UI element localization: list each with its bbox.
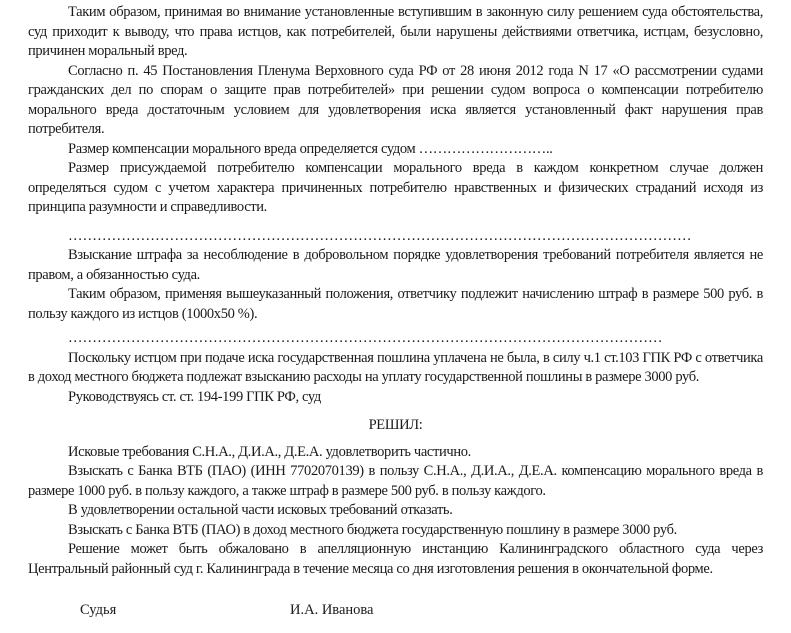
decision-paragraph: Взыскать с Банка ВТБ (ПАО) в доход местного бюджета государственную пошлину в размере 3000 руб. <box>68 521 677 538</box>
paragraph: Согласно п. 45 Постановления Пленума Верховного суда РФ от 28 июня 2012 года N 17 «О рассмотрении судами гражданских дел по спорам о защите прав потребителей» при решении судом вопроса о компенсации потребителю морального вреда достаточным условием для удовлетворения иска является установленный факт нарушения прав потребителя. <box>28 62 763 137</box>
judge-name: И.А. Иванова <box>290 602 374 618</box>
decision-paragraph: Решение может быть обжаловано в апелляционную инстанцию Калининградского областного суда через Центральный районный суд г. Калининграда в течение месяца со дня изготовления решения в окончательной форме. <box>28 541 763 577</box>
paragraph: Таким образом, принимая во внимание установленные вступившим в законную силу решением суда обстоятельства, суд приходит к выводу, что права истцов, как потребителей, были нарушены действиями ответчика, истцам, безусловно, причинен моральный вред. <box>28 4 763 59</box>
paragraph: Руководствуясь ст. ст. 194-199 ГПК РФ, суд <box>68 388 321 405</box>
paragraph: Таким образом, применяя вышеуказанный положения, ответчику подлежит начислению штраф в размере 500 руб. в пользу каждого из истцов (1000х50 %). <box>28 286 763 322</box>
omission-ellipsis: …………………………………………………………………………………………………………… <box>68 330 663 346</box>
court-decision-document <box>28 0 763 579</box>
decision-paragraph: Исковые требования С.Н.А., Д.И.А., Д.Е.А. удовлетворить частично. <box>68 443 471 460</box>
paragraph: Взыскание штрафа за несоблюдение в добровольном порядке удовлетворения требований потребителя является не правом, а обязанностью суда. <box>28 247 763 283</box>
omission-ellipsis: ………………………………………………………………………………………………………………… <box>68 227 692 244</box>
decision-heading: РЕШИЛ: <box>368 417 423 433</box>
paragraph: Размер присуждаемой потребителю компенсации морального вреда в каждом конкретном случае должен определяться судом с учетом характера причиненных потребителю нравственных и физических страданий исходя из принципа разумности и справедливости. <box>28 160 763 215</box>
decision-paragraph: Взыскать с Банка ВТБ (ПАО) (ИНН 7702070139) в пользу С.Н.А., Д.И.А., Д.Е.А. компенсацию морального вреда в размере 1000 руб. в пользу каждого, а также штраф в размере 500 руб. в пользу каждого. <box>28 463 763 499</box>
judge-title: Судья <box>80 602 117 618</box>
signature-block <box>0 601 791 633</box>
paragraph: Поскольку истцом при подаче иска государственная пошлина уплачена не была, в силу ч.1 ст.103 ГПК РФ с ответчика в доход местного бюджета подлежат взысканию расходы на уплату государственной пошлины в размере 3000 руб. <box>28 349 763 385</box>
decision-paragraph: В удовлетворении остальной части исковых требований отказать. <box>68 502 453 518</box>
paragraph: Размер компенсации морального вреда определяется судом ……………………….. <box>68 140 553 157</box>
